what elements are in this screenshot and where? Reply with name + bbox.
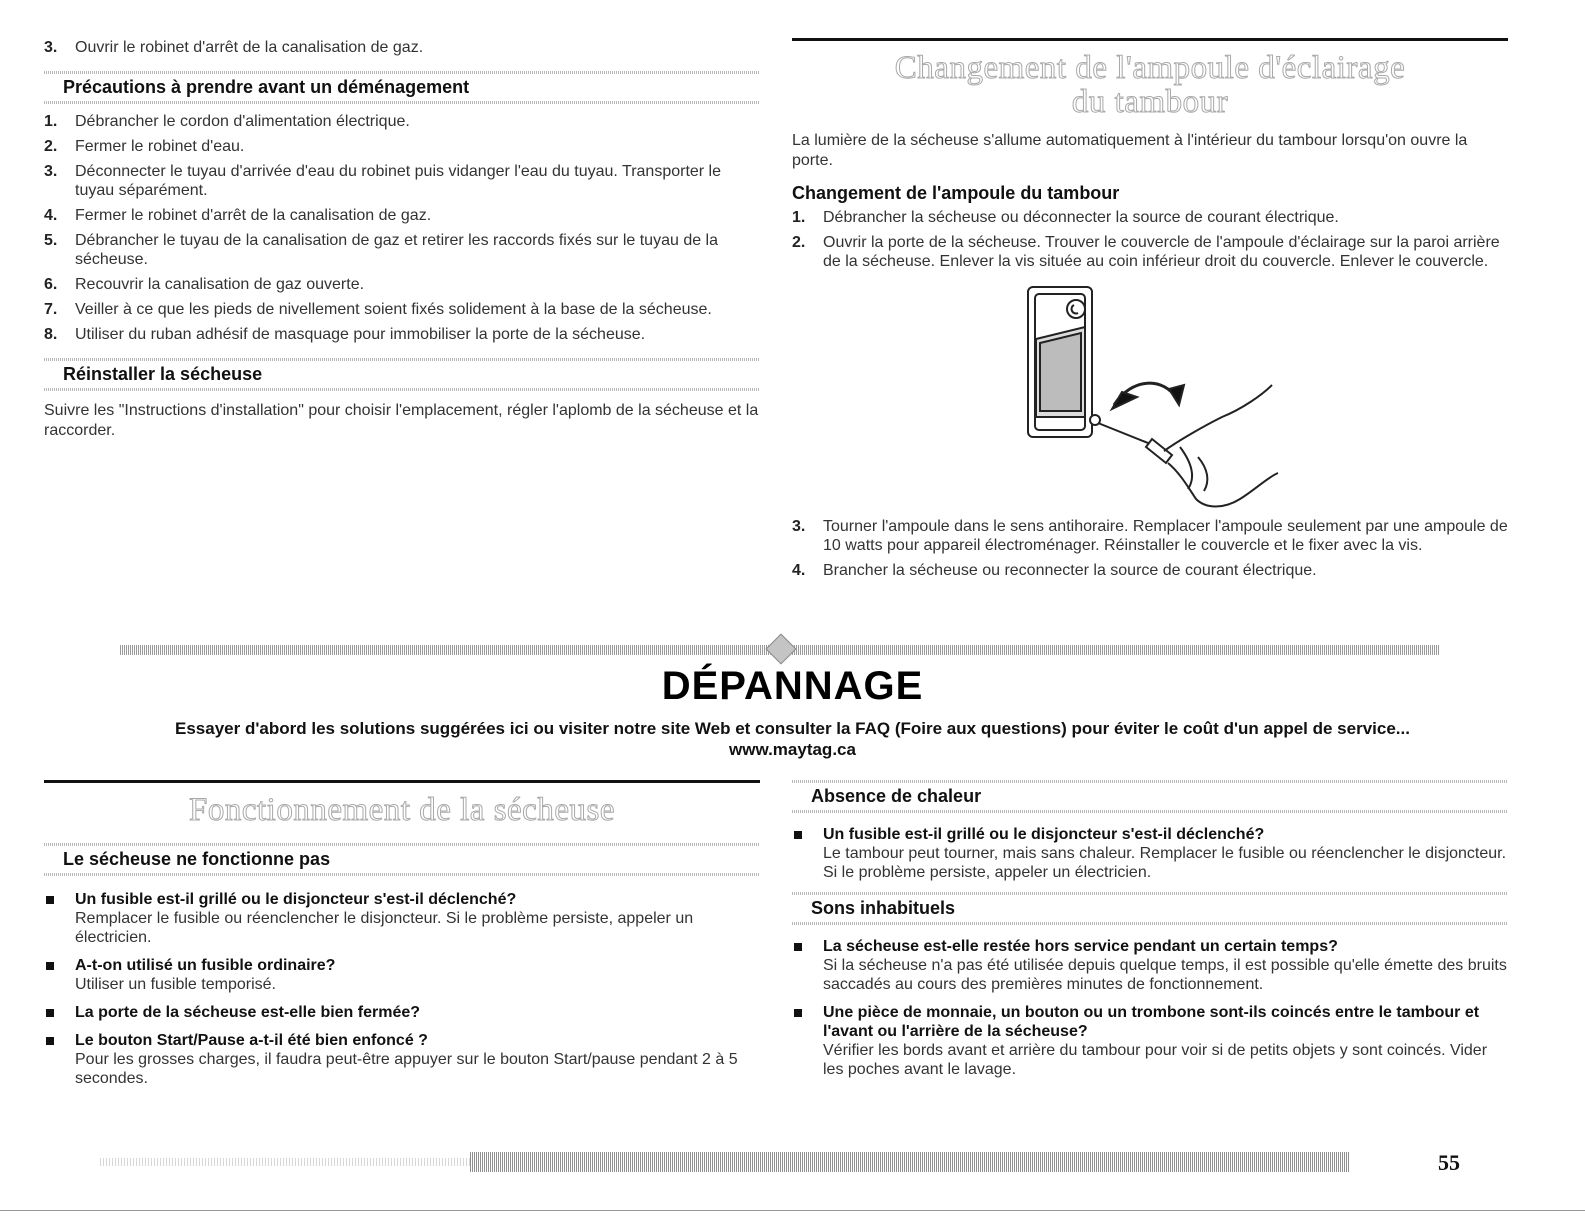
step-number: 4. — [44, 207, 58, 224]
left-bottom-column — [44, 780, 760, 1097]
step-text: Débrancher la sécheuse ou déconnecter la source de courant électrique. — [823, 209, 1339, 226]
bullet-square-icon — [794, 1009, 802, 1017]
list-item — [44, 231, 760, 269]
list-item — [44, 137, 760, 156]
step-number: 3. — [44, 163, 58, 180]
list-item — [792, 937, 1508, 994]
bulb-steps-list-cont — [792, 517, 1508, 580]
answer: Vérifier les bords avant et arrière du tambour pour voir si de petits objets y sont coincés. Vider les poches avant le lavage. — [823, 1042, 1488, 1078]
step-number: 2. — [44, 138, 58, 155]
divider-diamond-ornament — [765, 633, 796, 664]
list-item — [792, 517, 1508, 555]
bullet-square-icon — [794, 943, 802, 951]
list-item — [44, 275, 760, 294]
footer-rule-left — [100, 1158, 470, 1166]
list-item — [44, 325, 760, 344]
bullet-square-icon — [46, 1037, 54, 1045]
noises-list — [792, 937, 1508, 1079]
step-text: Brancher la sécheuse ou reconnecter la source de courant électrique. — [823, 562, 1317, 579]
bulb-section-title — [792, 38, 1508, 119]
bulb-title-line1: Changement de l'ampoule d'éclairage — [894, 50, 1406, 86]
question: Une pièce de monnaie, un bouton ou un trombone sont-ils coincés entre le tambour et l'avant ou l'arrière de la sécheuse? — [823, 1004, 1480, 1040]
step-number: 3. — [792, 518, 806, 535]
list-item — [44, 1031, 760, 1088]
step-number: 5. — [44, 232, 58, 249]
list-item — [44, 300, 760, 319]
step-number: 4. — [792, 562, 806, 579]
right-top-column — [792, 38, 1508, 586]
footer-rule — [470, 1152, 1350, 1172]
step-text: Utiliser du ruban adhésif de masquage pour immobiliser la porte de la sécheuse. — [75, 326, 646, 343]
question: Un fusible est-il grillé ou le disjoncteur s'est-il déclenché? — [823, 826, 1265, 843]
answer: Pour les grosses charges, il faudra peut-être appuyer sur le bouton Start/pause pendant 2 à 5 secondes. — [75, 1051, 738, 1087]
bullet-square-icon — [46, 1009, 54, 1017]
list-item — [792, 825, 1508, 882]
step-number: 1. — [792, 209, 806, 226]
noises-heading: Sons inhabituels — [792, 892, 1508, 925]
reinstall-text: Suivre les "Instructions d'installation" pour choisir l'emplacement, régler l'aplomb de la sécheuse et la raccorder. — [44, 402, 759, 439]
precautions-heading: Précautions à prendre avant un déménagement — [44, 71, 760, 104]
step-text: Tourner l'ampoule dans le sens antihoraire. Remplacer l'ampoule seulement par une ampoule de 10 watts pour appareil électroménager. Réinstaller le couvercle et le fixer avec la vis. — [823, 518, 1508, 554]
bulb-steps-list — [792, 208, 1508, 271]
question: Un fusible est-il grillé ou le disjoncteur s'est-il déclenché? — [75, 891, 517, 908]
bulb-cover-illustration — [792, 277, 1508, 517]
right-bottom-column — [792, 780, 1508, 1088]
list-item — [44, 206, 760, 225]
list-item — [44, 1003, 760, 1022]
question: A-t-on utilisé un fusible ordinaire? — [75, 957, 336, 974]
step-text: Déconnecter le tuyau d'arrivée d'eau du robinet puis vidanger l'eau du tuyau. Transporter le tuyau séparément. — [75, 163, 722, 199]
answer: Le tambour peut tourner, mais sans chaleur. Remplacer le fusible ou réenclencher le disjoncteur. Si le problème persiste, appeler un électricien. — [823, 845, 1507, 881]
step-number: 1. — [44, 113, 58, 130]
step-number: 7. — [44, 301, 58, 318]
step-text: Recouvrir la canalisation de gaz ouverte. — [75, 276, 365, 293]
website-link[interactable]: www.maytag.ca — [729, 740, 856, 759]
answer: Si la sécheuse n'a pas été utilisée depuis quelque temps, il est possible qu'elle émette des bruits saccadés au cours des premières minutes de fonctionnement. — [823, 957, 1507, 993]
list-item — [792, 1003, 1508, 1079]
intro-step-list — [44, 38, 760, 57]
left-top-column — [44, 38, 760, 441]
step-text: Fermer le robinet d'eau. — [75, 138, 245, 155]
bulb-cover-drawing — [792, 277, 1508, 517]
list-item — [792, 233, 1508, 271]
page-title: DÉPANNAGE — [661, 664, 924, 708]
section-subtitle — [40, 718, 1545, 760]
subtitle-text: Essayer d'abord les solutions suggérées ici ou visiter notre site Web et consulter la FAQ (Foire aux questions) pour éviter le coût d'un appel de service... — [175, 719, 1410, 738]
precautions-list — [44, 112, 760, 344]
no-heat-list — [792, 825, 1508, 882]
not-working-heading: Le sécheuse ne fonctionne pas — [44, 843, 760, 876]
question: La sécheuse est-elle restée hors service pendant un certain temps? — [823, 938, 1338, 955]
list-item — [792, 208, 1508, 227]
page-number: 55 — [1438, 1150, 1460, 1175]
page-bottom-line — [0, 1210, 1585, 1211]
bullet-square-icon — [794, 831, 802, 839]
operation-title: Fonctionnement de la sécheuse — [189, 792, 615, 828]
bulb-intro: La lumière de la sécheuse s'allume automatiquement à l'intérieur du tambour lorsqu'on ouvre la porte. — [792, 132, 1468, 169]
list-item — [44, 956, 760, 994]
list-item — [44, 38, 760, 57]
question: La porte de la sécheuse est-elle bien fermée? — [75, 1004, 421, 1021]
step-number: 2. — [792, 234, 806, 251]
step-text: Débrancher le cordon d'alimentation électrique. — [75, 113, 410, 130]
question: Le bouton Start/Pause a-t-il été bien enfoncé ? — [75, 1032, 428, 1049]
answer: Utiliser un fusible temporisé. — [75, 976, 276, 993]
step-number: 6. — [44, 276, 58, 293]
step-text: Fermer le robinet d'arrêt de la canalisation de gaz. — [75, 207, 432, 224]
operation-section-title — [44, 780, 760, 827]
step-number: 8. — [44, 326, 58, 343]
no-heat-heading: Absence de chaleur — [792, 780, 1508, 813]
step-text: Ouvrir le robinet d'arrêt de la canalisation de gaz. — [75, 39, 424, 56]
step-text: Ouvrir la porte de la sécheuse. Trouver le couvercle de l'ampoule d'éclairage sur la paroi arrière de la sécheuse. Enlever la vis située au coin inférieur droit du couvercle. Enlever le couvercle. — [823, 234, 1500, 270]
list-item — [792, 561, 1508, 580]
list-item — [44, 112, 760, 131]
bullet-square-icon — [46, 896, 54, 904]
bullet-square-icon — [46, 962, 54, 970]
list-item — [44, 890, 760, 947]
step-text: Débrancher le tuyau de la canalisation de gaz et retirer les raccords fixés sur le tuyau de la sécheuse. — [75, 232, 719, 268]
bulb-subheading: Changement de l'ampoule du tambour — [792, 183, 1120, 203]
bulb-title-line2: du tambour — [1071, 84, 1229, 120]
step-number: 3. — [44, 39, 58, 56]
list-item — [44, 162, 760, 200]
answer: Remplacer le fusible ou réenclencher le disjoncteur. Si le problème persiste, appeler un électricien. — [75, 910, 694, 946]
not-working-list — [44, 890, 760, 1088]
reinstall-heading: Réinstaller la sécheuse — [44, 358, 760, 391]
step-text: Veiller à ce que les pieds de nivellement soient fixés solidement à la base de la sécheuse. — [75, 301, 712, 318]
